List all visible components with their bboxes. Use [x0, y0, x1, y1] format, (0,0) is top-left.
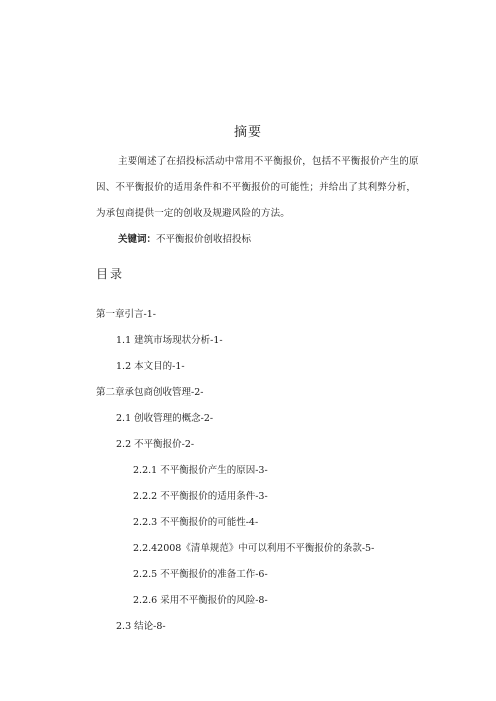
abstract-text-line: 因、不平衡报价的适用条件和不平衡报价的可能性；并给出了其利弊分析，	[96, 182, 417, 193]
keywords-line	[118, 231, 251, 245]
toc-entry-1-1[interactable]: 1.1 建筑市场现状分析-1-	[116, 335, 223, 346]
toc-title: 目录	[96, 267, 125, 281]
abstract-title: 摘要	[233, 125, 262, 140]
toc-entry-2-2[interactable]: 2.2 不平衡报价-2-	[116, 439, 195, 450]
toc-entry-2-1[interactable]: 2.1 创收管理的概念-2-	[116, 413, 214, 424]
toc-entry-2-2-5[interactable]: 2.2.5 不平衡报价的准备工作-6-	[133, 569, 268, 580]
keywords-value: 不平衡报价创收招投标	[156, 234, 252, 245]
toc-entry-2-2-6[interactable]: 2.2.6 采用不平衡报价的风险-8-	[133, 595, 268, 606]
keywords-label: 关键词：	[118, 234, 157, 245]
toc-entry-2-2-1[interactable]: 2.2.1 不平衡报价产生的原因-3-	[133, 465, 268, 476]
toc-entry-2-2-2[interactable]: 2.2.2 不平衡报价的适用条件-3-	[133, 491, 268, 502]
abstract-text-line: 主要阐述了在招投标活动中常用不平衡报价，包括不平衡报价产生的原	[118, 156, 419, 167]
toc-entry-2-2-3[interactable]: 2.2.3 不平衡报价的可能性-4-	[133, 517, 259, 528]
toc-entry-2-2-4[interactable]: 2.2.42008《清单规范》中可以利用不平衡报价的条款-5-	[133, 543, 375, 554]
toc-entry-chapter-1[interactable]: 第一章引言-1-	[96, 309, 156, 320]
toc-entry-1-2[interactable]: 1.2 本文目的-1-	[116, 361, 185, 372]
toc-entry-chapter-2[interactable]: 第二章承包商创收管理-2-	[96, 387, 204, 398]
toc-entry-2-3[interactable]: 2.3 结论-8-	[116, 621, 166, 632]
abstract-text-line: 为承包商提供一定的创收及规避风险的方法。	[96, 208, 291, 219]
